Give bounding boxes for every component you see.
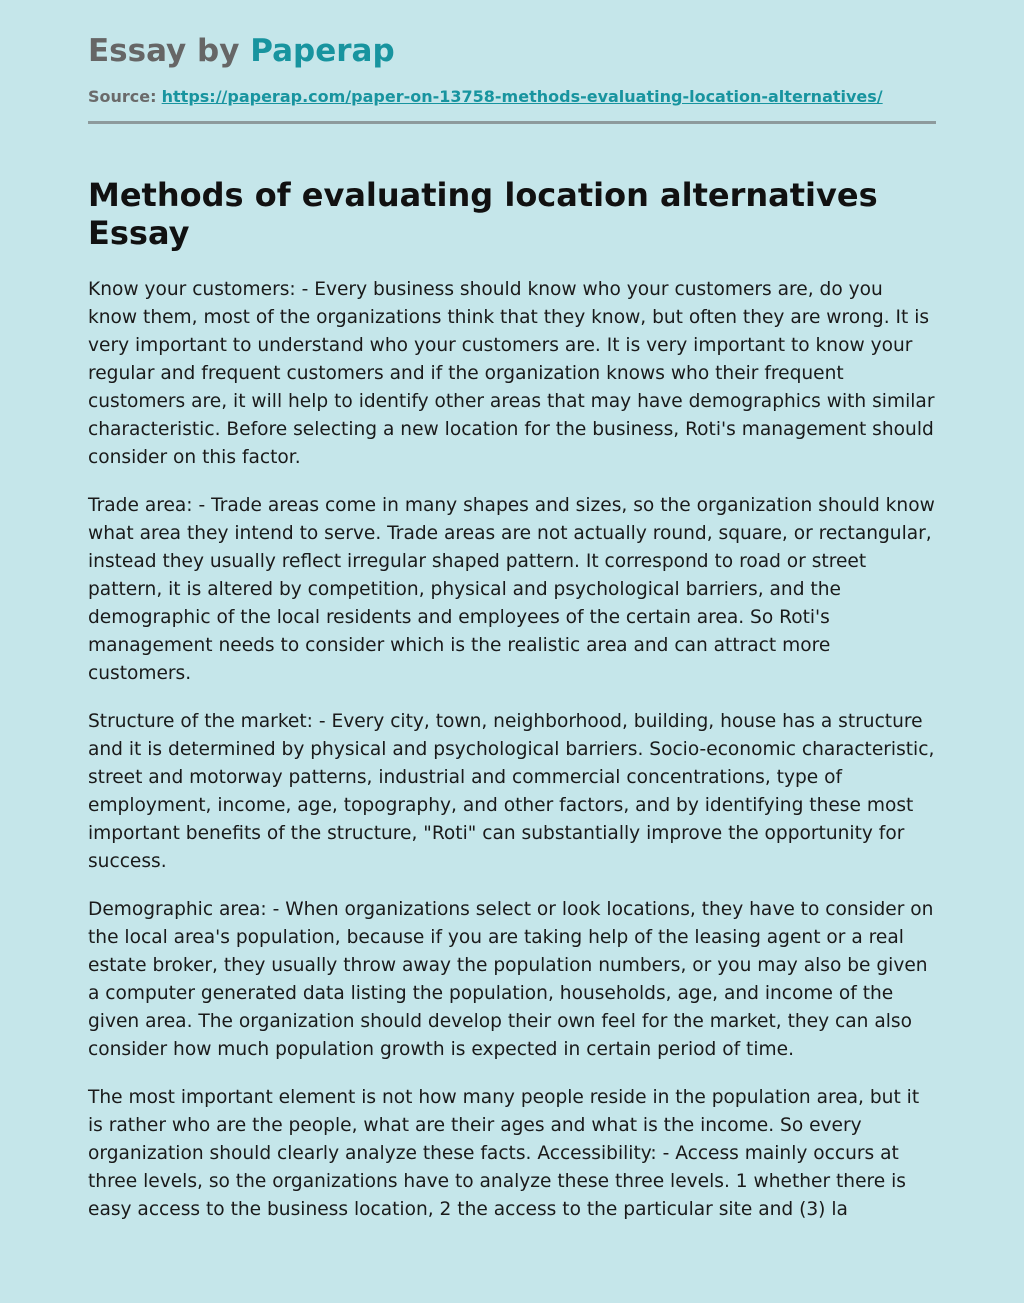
source-label: Source: [88,87,157,106]
brand-name: Paperap [250,33,395,69]
essay-body [88,276,936,1224]
source-line [88,86,936,108]
brand-prefix: Essay by [88,33,251,69]
paragraph: Trade area: - Trade areas come in many shapes and sizes, so the organization should know what area they intend to serve. Trade areas are not actually round, square, or rectangular, instead they usually reflect irregular shaped pattern. It correspond to road or street pattern, it is altered by competition, physical and psychological barriers, and the demographic of the local residents and employees of the certain area. So Roti's management needs to consider which is the realistic area and can attract more customers. [88,495,935,684]
paragraph: Demographic area: - When organizations select or look locations, they have to consider on the local area's population, because if you are taking help of the leasing agent or a real estate broker, they usually throw away the population numbers, or you may also be given a computer generated data listing the population, households, age, and income of the given area. The organization should develop their own feel for the market, they can also consider how much population growth is expected in certain period of time. [88,899,934,1060]
paragraph: Structure of the market: - Every city, town, neighborhood, building, house has a structure and it is determined by physical and psychological barriers. Socio-economic characteristic, street and motorway patterns, industrial and commercial concentrations, type of employment, income, age, topography, and other factors, and by identifying these most important benefits of the structure, "Roti" can substantially improve the opportunity for success. [88,711,935,872]
paragraph: Know your customers: - Every business should know who your customers are, do you know them, most of the organizations think that they know, but often they are wrong. It is very important to understand who your customers are. It is very important to know your regular and frequent customers and if the organization knows who their frequent customers are, it will help to identify other areas that may have demographics with similar characteristic. Before selecting a new location for the business, Roti's management should consider on this factor. [88,279,935,468]
essay-page [88,0,936,1224]
site-brand[interactable] [88,30,936,72]
header-divider [88,121,936,124]
paragraph: The most important element is not how many people reside in the population area, but it is rather who are the people, what are their ages and what is the income. So every organization should clearly analyze these facts. Accessibility: - Access mainly occurs at three levels, so the organizations have to analyze these three levels. 1 whether there is easy access to the business location, 2 the access to the particular site and (3) la [88,1087,920,1220]
source-link[interactable]: https://paperap.com/paper-on-13758-methods-evaluating-location-alternatives/ [161,87,883,106]
essay-title: Methods of evaluating location alternatives Essay [88,176,878,252]
